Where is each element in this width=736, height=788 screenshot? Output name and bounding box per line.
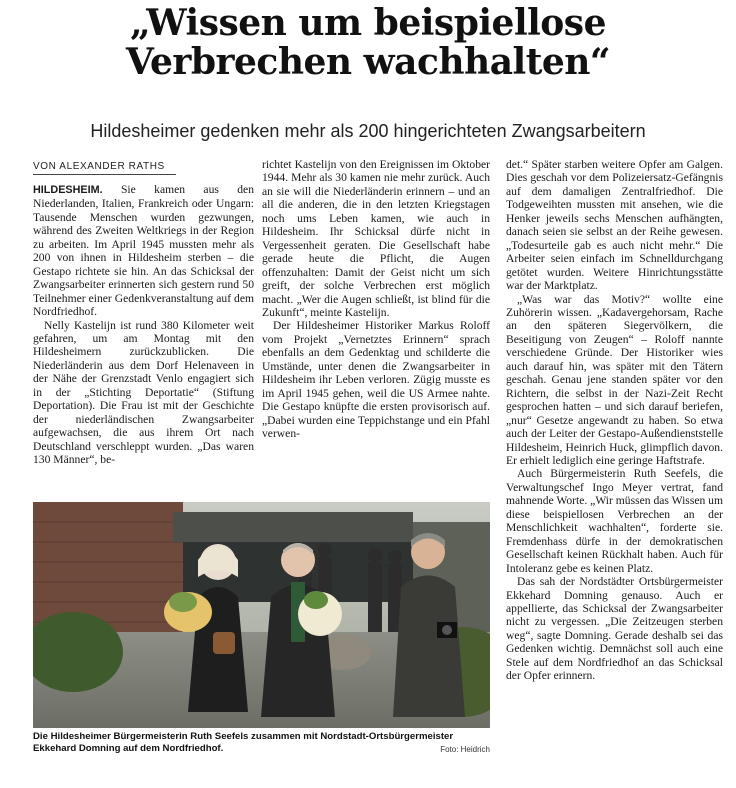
article-headline [0, 4, 736, 82]
dateline: HILDESHEIM. [33, 184, 103, 196]
article-subheadline: Hildesheimer gedenken mehr als 200 hingerichteten Zwangsarbeitern [90, 121, 646, 141]
paragraph: Auch Bürgermeisterin Ruth Seefels, die Verwaltungschef Ingo Meyer vertrat, fand mahnende Worte. „Wir müssen das Wissen um diese beispiellosen Verbrechen an der Menschlichkeit wachhalten“, forderte sie. Fremdenhass dürfe in der demokratischen Gesellschaft keinen Rückhalt haben. Auch für Intoleranz gebe es keinen Platz. [506, 467, 723, 575]
paragraph: Der Hildesheimer Historiker Markus Roloff vom Projekt „Vernetztes Erinnern“ sprach ebenfalls an dem Gedenktag und schilderte die Umstände, unter denen die Zwangsarbeiter in Hildesheim ihr Leben verloren. Zügig musste es im April 1945 gehen, weil die US Armee nahte. Die Gestapo knüpfte die ersten provisorisch auf. „Dabei wurden eine Teppichstange und ein Pfahl verwen- [262, 319, 490, 441]
paragraph: Nelly Kastelijn ist rund 380 Kilometer weit gefahren, um am Montag mit den Hildesheimern zurückzublicken. Die Niederländerin aus dem Dorf Helenaveen in der Nähe der Grenzstadt Venlo engagiert sich in der „Stichting Deportatie“ (Stiftung Deportation). Die Frau ist mit der Geschichte der niederländischen Zwangsarbeiter aufgewachsen, die aus ihrem Ort nach Deutschland verschleppt wurden. „Das waren 130 Männer“, be- [33, 318, 254, 467]
article-photo [33, 502, 490, 728]
photo-illustration [33, 502, 490, 728]
byline: VON ALEXANDER RATHS [33, 161, 176, 175]
headline-line-1: „Wissen um beispiellose [130, 2, 606, 44]
paragraph: det.“ Später starben weitere Opfer am Galgen. Dies geschah vor dem Polizeiersatz-Gefängnis auf dem damaligen Zentralfriedhof. Die Todgeweihten mussten mit ansehen, wie die Henker jeweils sechs Menschen aufhängten, danach seien sie selbst an der Reihe gewesen. „Todesurteile gab es auch nicht mehr.“ Die Arbeiter seien einfach im Schnelldurchgang getötet wurden. Weitere Hinrichtungsstätte war der Marktplatz. [506, 158, 723, 293]
text-column-2 [262, 158, 490, 441]
headline-line-2: Verbrechen wachhalten“ [125, 41, 611, 83]
paragraph: „Was war das Motiv?“ wollte eine Zuhörerin wissen. „Kadavergehorsam, Rache an den späteren Siegervölkern, die Beseitigung von Zeugen“ – Roloff nannte verschiedene Gründe. Der Historiker wies auch darauf hin, was später mit den Tätern geschah. Genau jene standen später vor den Richtern, die selbst in der Nazi-Zeit Recht gesprochen hatten – und sich darauf beriefen, „nur“ Gesetze angewandt zu haben. So etwa auch der Leiter der Gestapo-Außendienststelle Hildesheim, Heinrich Huck, glimpflich davon. Er erhielt lediglich eine geringe Haftstrafe. [506, 292, 723, 467]
paragraph [33, 183, 254, 319]
photo-caption: Die Hildesheimer Bürgermeisterin Ruth Seefels zusammen mit Nordstadt-Ortsbürgermeister Ekkehard Domning auf dem Nordfriedhof. [33, 731, 454, 754]
paragraph: richtet Kastelijn von den Ereignissen im Oktober 1944. Mehr als 30 kamen nie mehr zurück. Auch an sie will die Niederländerin erinnern – und an all die anderen, die in den letzten Kriegstagen noch ums Leben kamen, wie auch in Hildesheim. Ihr Schicksal dürfe nicht in Vergessenheit geraten. Die Gesellschaft habe gerade heute die Pflicht, die Augen offenzuhalten: Damit der Geist nicht um sich greift, der solche Verbrechen erst möglich macht. „Wer die Augen schließt, ist blind für die Zukunft“, meinte Kastelijn. [262, 158, 490, 319]
paragraph-text: Sie kamen aus den Niederlanden, Italien, Frankreich oder Ungarn: Tausende Menschen wurden gezwungen, während des Zweiten Weltkriegs in der Region zu arbeiten. Im April 1945 mussten mehr als 200 von ihnen in Hildesheim sterben – die Gestapo richtete sie hin. An das Schicksal der Zwangsarbeiter erinnerten sich gestern rund 50 Teilnehmer einer Gedenkveranstaltung auf dem Nordfriedhof. [33, 183, 254, 319]
text-column-1 [33, 183, 254, 467]
photo-credit: Foto: Heidrich [440, 745, 490, 754]
text-column-3 [506, 158, 723, 683]
paragraph: Das sah der Nordstädter Ortsbürgermeister Ekkehard Domning genauso. Auch er appellierte, das Schicksal der Zwangsarbeiter nicht zu vergessen. „Die Zeitzeugen sterben weg“, sagte Domning. Gerade deshalb sei das Gedenken wichtig. Demnächst soll auch eine Stele auf dem Nordfriedhof an das Schicksal der Opfer erinnern. [506, 575, 723, 683]
